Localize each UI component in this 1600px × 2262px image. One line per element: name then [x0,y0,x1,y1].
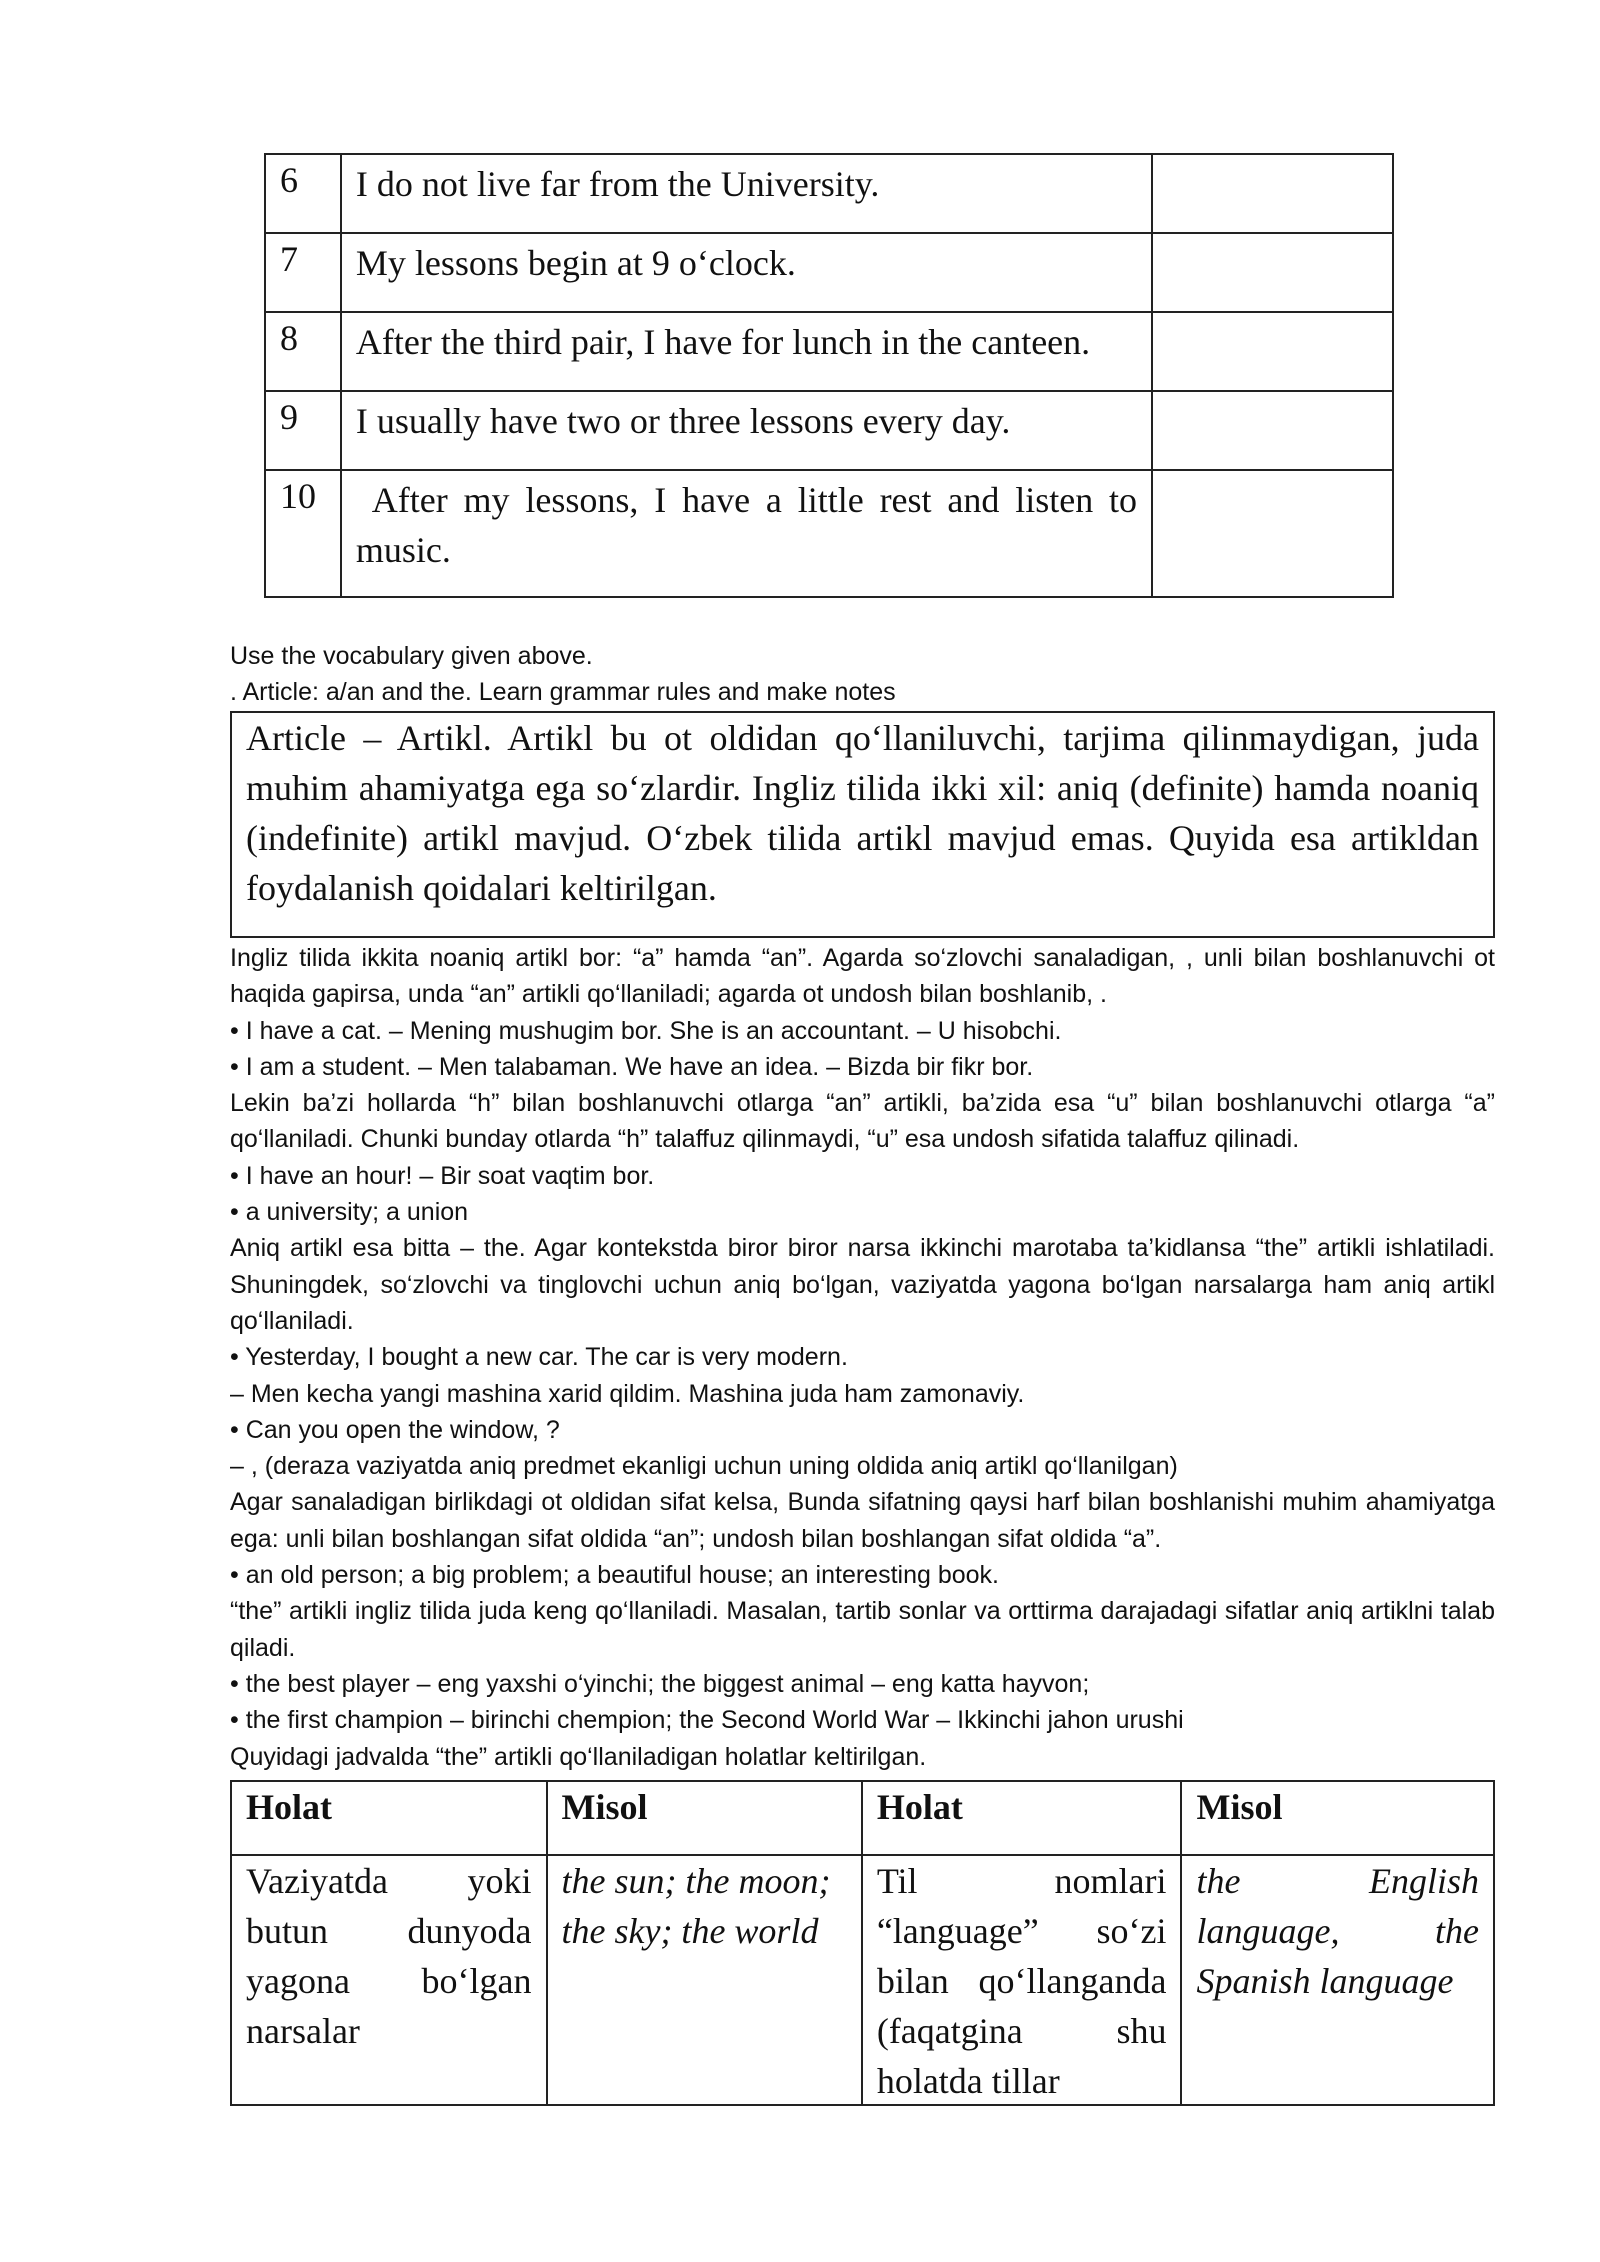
answer-cell [1152,470,1393,597]
article-definition-box: Article – Artikl. Artikl bu ot oldidan qo‘llaniluvchi, tarjima qilinmaydigan, juda muhim ahamiyatga ega so‘zlardir. Ingliz tilida ikki xil: aniq (definite) hamda noaniq (indefinite) artikl mavjud. O‘zbek tilida artikl mavjud emas. Quyida esa artikldan foydalanish qoidalari keltirilgan. [230,711,1495,938]
sentence-text: My lessons begin at 9 o‘clock. [341,233,1152,312]
example-item: • a university; a union [230,1198,469,1227]
example-item: • an old person; a big problem; a beautiful house; an interesting book. [230,1561,999,1590]
sentence-text: After my lessons, I have a little rest and listen to music. [341,470,1152,597]
paragraph: “the” artikli ingliz tilida juda keng qo‘llaniladi. Masalan, tartib sonlar va orttirma darajadagi sifatlar aniq artiklni talab qiladi. [230,1597,1495,1662]
row-number: 8 [265,312,341,391]
answer-cell [1152,312,1393,391]
table-row [231,1855,1494,2105]
example-item: • I have an hour! – Bir soat vaqtim bor. [230,1161,655,1190]
table-cell [1181,1855,1494,2105]
row-number: 9 [265,391,341,470]
cell-text: the sun; the moon; the sky; the world [561,1861,831,1951]
paragraph: Aniq artikl esa bitta – the. Agar kontekstda biror biror narsa ikkinchi marotaba ta’kidlansa “the” artikli ishlatiladi. Shuningdek, so‘zlovchi va tinglovchi uchun aniq bo‘lgan, vaziyatda yagona bo‘lgan narsalarga ham aniq artikl qo‘llaniladi. [230,1234,1495,1335]
example-item: • I have a cat. – Mening mushugim bor. She is an accountant. – U hisobchi. [230,1016,1062,1045]
sentences-table [264,153,1394,598]
paragraph: Agar sanaladigan birlikdagi ot oldidan sifat kelsa, Bunda sifatning qaysi harf bilan boshlanishi muhim ahamiyatga ega: unli bilan boshlangan sifat oldida “an”; undosh bilan boshlangan sifat oldida “a”. [230,1488,1495,1553]
answer-cell [1152,233,1393,312]
row-number: 10 [265,470,341,597]
column-header: Holat [862,1781,1182,1855]
grammar-notes [230,940,1495,1775]
answer-cell [1152,391,1393,470]
row-number: 6 [265,154,341,233]
instruction-vocabulary: Use the vocabulary given above. [230,642,593,670]
instruction-article: . Article: a/an and the. Learn grammar rules and make notes [230,678,896,706]
usage-table [230,1780,1495,2106]
column-header: Holat [231,1781,547,1855]
example-item: • Yesterday, I bought a new car. The car is very modern. [230,1343,848,1372]
sentence-text: After the third pair, I have for lunch in the canteen. [341,312,1152,391]
sentence-text: I usually have two or three lessons every day. [341,391,1152,470]
example-item: – , (deraza vaziyatda aniq predmet ekanligi uchun uning oldida aniq artikl qo‘llanilgan) [230,1452,1178,1481]
cell-text: Til nomlari “language” so‘zi bilan qo‘llanganda (faqatgina shu holatda tillar [876,1861,1167,2101]
example-item: • the best player – eng yaxshi o‘yinchi; the biggest animal – eng katta hayvon; [230,1669,1090,1698]
column-header: Misol [547,1781,862,1855]
example-item: • I am a student. – Men talabaman. We have an idea. – Bizda bir fikr bor. [230,1052,1034,1081]
example-item: – Men kecha yangi mashina xarid qildim. Mashina juda ham zamonaviy. [230,1379,1025,1408]
table-header-row [231,1781,1494,1855]
paragraph: Quyidagi jadvalda “the” artikli qo‘llaniladigan holatlar keltirilgan. [230,1742,927,1771]
table-cell [547,1855,862,2105]
example-item: • the first champion – birinchi chempion; the Second World War – Ikkinchi jahon urushi [230,1706,1184,1735]
table-row [265,470,1393,597]
table-cell [862,1855,1182,2105]
sentence-text: I do not live far from the University. [341,154,1152,233]
paragraph: Ingliz tilida ikkita noaniq artikl bor: “a” hamda “an”. Agarda so‘zlovchi sanaladigan, , unli bilan boshlanuvchi ot haqida gapirsa, unda “an” artikli qo‘llaniladi; agarda ot undosh bilan boshlanib, . [230,944,1495,1009]
table-row [265,312,1393,391]
paragraph: Lekin ba’zi hollarda “h” bilan boshlanuvchi otlarga “an” artikli, ba’zida esa “u” bilan boshlanuvchi otlarga “a” qo‘llaniladi. Chunki bunday otlarda “h” talaffuz qilinmaydi, “u” esa undosh sifatida talaffuz qilinadi. [230,1089,1495,1154]
column-header: Misol [1181,1781,1494,1855]
table-row [265,154,1393,233]
example-item: • Can you open the window, ? [230,1415,560,1444]
table-cell [231,1855,547,2105]
table-row [265,391,1393,470]
cell-text: the English language, the Spanish language [1196,1861,1479,2001]
cell-text: Vaziyatda yoki butun dunyoda yagona bo‘lgan narsalar [246,1861,532,2051]
row-number: 7 [265,233,341,312]
answer-cell [1152,154,1393,233]
table-row [265,233,1393,312]
